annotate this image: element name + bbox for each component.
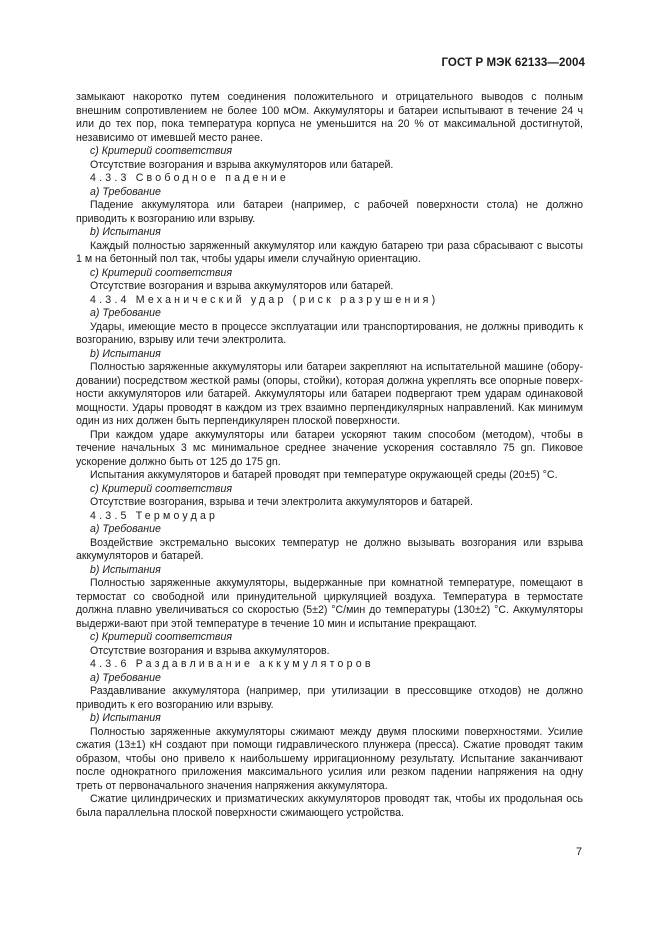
test-heading	[76, 348, 583, 362]
criterion-heading	[76, 145, 583, 159]
paragraph: Отсутствие возгорания и взрыва аккумуляторов или батарей.	[90, 280, 394, 292]
item-text: a) Требование	[90, 185, 161, 198]
paragraph: Отсутствие возгорания, взрыва и течи электролита аккумуляторов и батарей.	[90, 496, 473, 508]
paragraph: замыкают накоротко путем соединения положительного и отрицательного выводов с полным внешним сопротивлением не более 100 мОм. Аккумуляторы и батареи испытывают в течение 24 ч или до тех пор, пока температура корпуса не уменьшится на 20 % от максимальной достигнутой, независимо от имевшей место ранее.	[76, 91, 583, 144]
test-heading	[76, 712, 583, 726]
paragraph: При каждом ударе аккумуляторы или батареи ускоряют таким способом (методом), чтобы в течение начальных 3 мс минимальное среднее значение ускорения составляло 75 gn. Пиковое ускорение должно быть от 125 до 175 gn.	[76, 428, 583, 468]
paragraph: Полностью заряженные аккумуляторы сжимают между двумя плоскими поверхностями. Усилие сжатия (13±1) кН создают при помощи гидравлического плунжера (пресса). Сжатие проводят таким образом, чтобы оно привело к наибольшему ирригационному результату. Испытание заканчивают после однократного приложения максимального усилия или резком падении напряжения на одну треть от первоначального значения напряжения аккумулятора.	[76, 725, 583, 792]
section-heading: 4.3.6 Раздавливание аккумуляторов	[90, 658, 374, 670]
paragraph: Полностью заряженные аккумуляторы, выдержанные при комнатной температуре, помещают в термостат со свободной или принудительной циркуляцией воздуха. Температура в термостате должна плавно увеличиваться со скоростью (5±2) °С/мин до температуры (130±2) °С. Аккумуляторы выдержи-вают при этой температуре в течение 10 мин и испытание прекращают.	[76, 577, 583, 630]
document-body	[76, 91, 583, 820]
paragraph: Отсутствие возгорания и взрыва аккумуляторов.	[90, 644, 330, 657]
item-text: b) Испытания	[90, 712, 161, 724]
item-text: b) Испытания	[90, 347, 161, 360]
criterion-heading	[76, 483, 583, 497]
criterion-heading	[76, 267, 583, 281]
paragraph: Воздействие экстремально высоких температур не должно вызывать возгорания или взрыва аккумуляторов и батарей.	[76, 536, 583, 562]
item-text: c) Критерий соответствия	[90, 482, 233, 495]
item-text: c) Критерий соответствия	[90, 631, 233, 643]
paragraph: Испытания аккумуляторов и батарей проводят при температуре окружающей среды (20±5) °С.	[90, 469, 558, 481]
section-heading: 4.3.4 Механический удар (риск разрушения)	[90, 293, 439, 306]
paragraph: Раздавливание аккумулятора (например, при утилизации в прессовщике отходов) не должно приводить к его возгоранию или взрыву.	[76, 685, 583, 711]
paragraph: Падение аккумулятора или батареи (например, с рабочей поверхности стола) не должно приводить к возгоранию или взрыву.	[76, 199, 583, 225]
paragraph: Удары, имеющие место в процессе эксплуатации или транспортирования, не должны приводить к возгоранию, взрыву или течи электролита.	[76, 320, 583, 346]
item-text: c) Критерий соответствия	[90, 145, 233, 157]
paragraph: Сжатие цилиндрических и призматических аккумуляторов проводят так, чтобы их продольная ось была параллельна плоской поверхности сжимающего устройства.	[76, 793, 583, 819]
paragraph: Полностью заряженные аккумуляторы или батареи закрепляют на испытательной машине (обору-довании) посредством жесткой рамы (опоры, стойки), которая должна укреплять все опорные поверх-ности аккумуляторов или батарей. Аккумуляторы или батареи подвергают трем ударам одинаковой мощности. Удары проводят в каждом из трех взаимно перпендикулярных направлений. Как минимум один из них должен быть перпендикулярен плоской поверхности.	[76, 361, 583, 427]
paragraph: Отсутствие возгорания и взрыва аккумуляторов или батарей.	[90, 158, 394, 171]
test-heading	[76, 564, 583, 578]
paragraph: Каждый полностью заряженный аккумулятор или каждую батарею три раза сбрасывают с высоты 1 м на бетонный пол так, чтобы удары имели случайную ориентацию.	[76, 239, 583, 265]
item-text: c) Критерий соответствия	[90, 266, 233, 279]
item-text: a) Требование	[90, 523, 161, 535]
document-header: ГОСТ Р МЭК 62133—2004	[441, 57, 585, 69]
item-text: b) Испытания	[90, 563, 161, 576]
page-number: 7	[576, 846, 583, 858]
item-text: b) Испытания	[90, 226, 161, 238]
section-heading: 4.3.3 Свободное падение	[90, 172, 290, 184]
requirement-heading	[76, 523, 583, 537]
criterion-heading	[76, 631, 583, 645]
requirement-heading	[76, 672, 583, 686]
requirement-heading	[76, 186, 583, 200]
item-text: a) Требование	[90, 671, 161, 684]
test-heading	[76, 226, 583, 240]
section-heading: 4.3.5 Термоудар	[90, 509, 219, 522]
item-text: a) Требование	[90, 307, 161, 319]
requirement-heading	[76, 307, 583, 321]
